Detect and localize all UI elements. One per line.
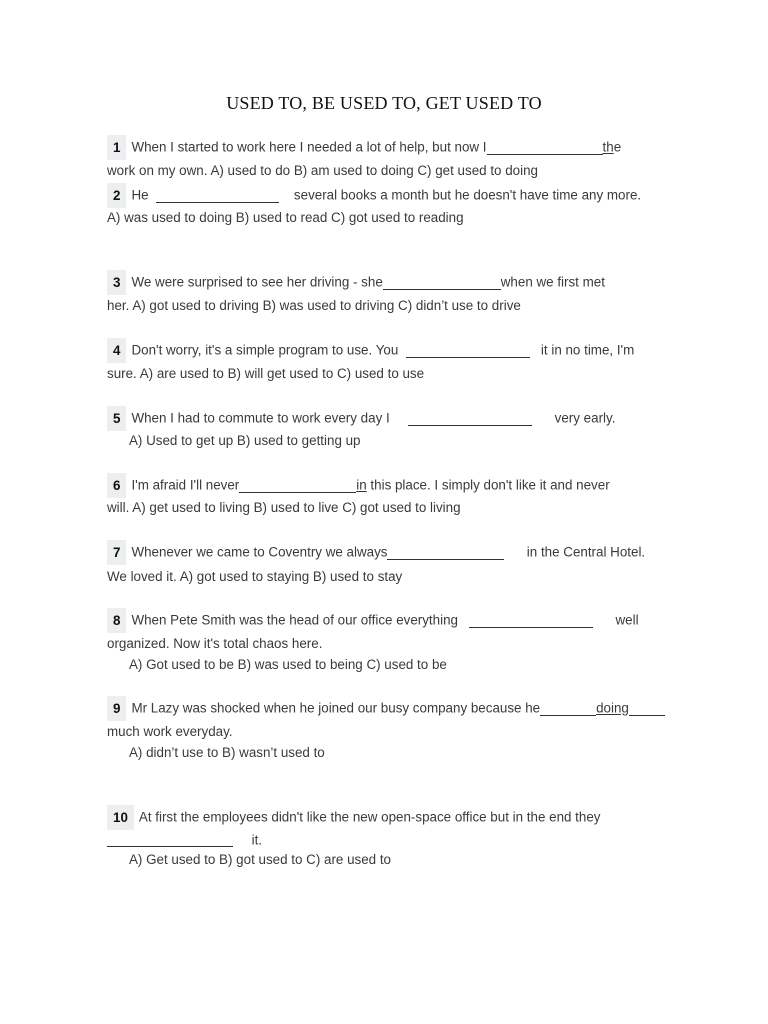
question-number: 3 [107,270,126,295]
question-text: We were surprised to see her driving - she [131,274,383,290]
question-3-options: her. A) got used to driving B) was used to driving C) didn’t use to drive [107,298,521,313]
answer-blank[interactable] [629,702,665,716]
question-7-options: We loved it. A) got used to staying B) used to stay [107,569,403,584]
question-8-text-cont: organized. Now it's total chaos here. [107,636,323,651]
question-1-options: work on my own. A) used to do B) am used to doing C) get used to doing [107,163,538,178]
question-number: 4 [107,338,126,363]
question-text: When I had to commute to work every day I [131,410,390,426]
question-9-text-cont: much work everyday. [107,724,233,739]
question-3: 3 We were surprised to see her driving - she when we first met [107,270,605,295]
question-9: 9 Mr Lazy was shocked when he joined our busy company because he doing [107,696,665,721]
question-text: When I started to work here I needed a lot of help, but now I [131,139,487,155]
question-8: 8 When Pete Smith was the head of our office everything well [107,608,639,633]
answer-blank[interactable] [469,614,593,628]
answer-blank[interactable] [383,276,501,290]
question-text: Don't worry, it's a simple program to use. You [131,342,399,358]
question-4: 4 Don't worry, it's a simple program to use. You it in no time, I'm [107,338,634,363]
question-number: 1 [107,135,126,160]
question-number: 7 [107,540,126,565]
question-text: He [131,187,149,203]
question-2: 2 He several books a month but he doesn't have time any more. [107,183,641,208]
question-text: I'm afraid I'll never [131,477,240,493]
answer-blank[interactable] [540,702,596,716]
question-8-options: A) Got used to be B) was used to being C) used to be [129,657,447,672]
question-number: 9 [107,696,126,721]
question-7: 7 Whenever we came to Coventry we always in the Central Hotel. [107,540,645,565]
answer-blank[interactable] [107,833,233,847]
question-number: 8 [107,608,126,633]
question-text: At first the employees didn't like the new open-space office but in the end they [138,809,601,825]
question-6: 6 I'm afraid I'll never in this place. I simply don't like it and never [107,473,610,498]
question-1: 1 When I started to work here I needed a lot of help, but now I the [107,135,621,160]
worksheet-title: USED TO, BE USED TO, GET USED TO [226,93,542,113]
answer-blank[interactable] [156,189,279,203]
question-6-options: will. A) get used to living B) used to live C) got used to living [107,500,461,515]
question-text: When Pete Smith was the head of our office everything [131,612,458,628]
question-2-options: A) was used to doing B) used to read C) got used to reading [107,210,464,225]
question-10 [107,805,601,830]
question-number: 6 [107,473,126,498]
question-10-text-cont: it. [107,832,262,848]
question-10-options: A) Get used to B) got used to C) are used to [129,852,392,867]
question-5: 5 When I had to commute to work every day I very early. [107,406,615,431]
question-text: Mr Lazy was shocked when he joined our busy company because he [131,700,541,716]
answer-blank[interactable] [408,412,532,426]
answer-blank[interactable] [239,479,356,493]
answer-blank[interactable] [387,546,504,560]
answer-blank[interactable] [406,344,530,358]
question-number: 10 [107,805,134,830]
answer-blank[interactable] [487,141,603,155]
question-5-options: A) Used to get up B) used to getting up [129,433,361,448]
question-9-options: A) didn’t use to B) wasn’t used to [129,745,325,760]
question-4-options: sure. A) are used to B) will get used to C) used to use [107,366,425,381]
question-number: 5 [107,406,126,431]
question-number: 2 [107,183,126,208]
question-text: Whenever we came to Coventry we always [131,544,388,560]
